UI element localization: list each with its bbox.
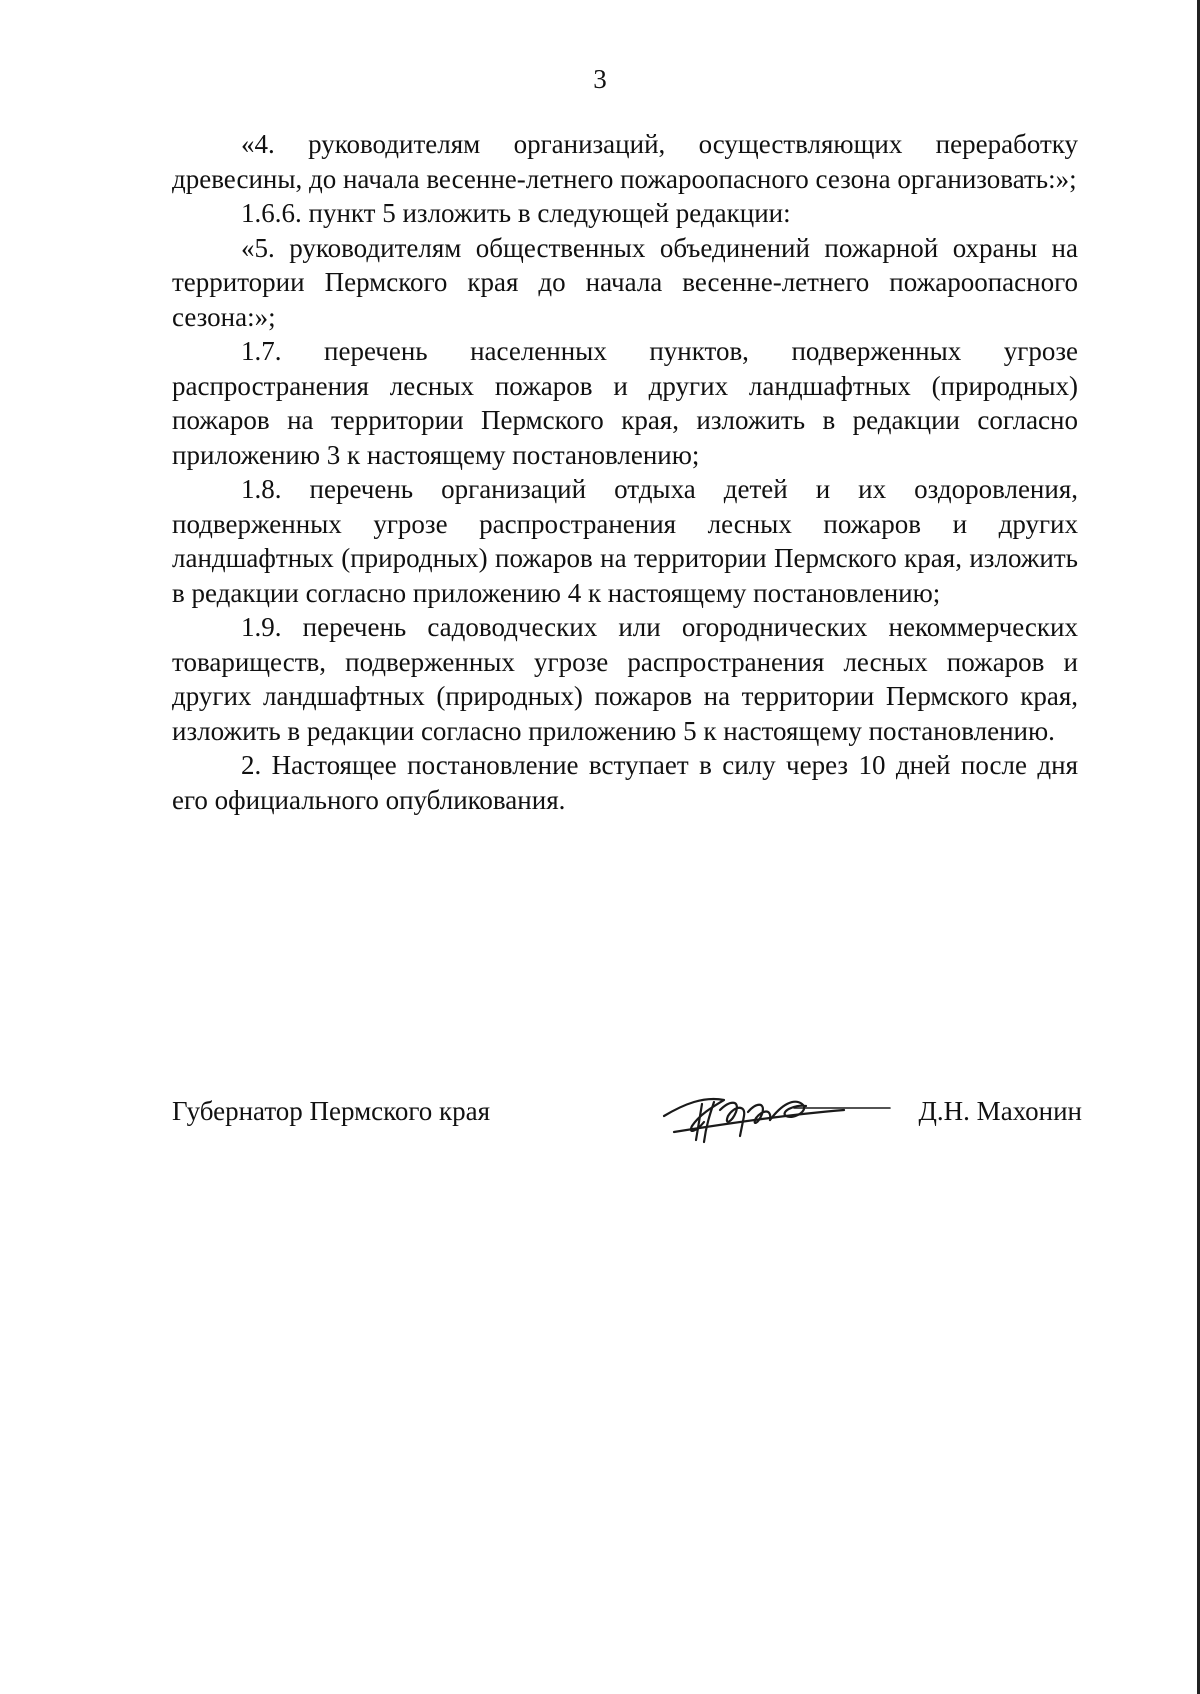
paragraph-item-5-quote: «5. руководителям общественных объединений пожарной охраны на территории Пермского края до начала весенне-летнего пожароопасного сезона:»; bbox=[172, 232, 1078, 332]
signer-name: Д.Н. Махонин bbox=[918, 1096, 1082, 1126]
paragraph-1-9: 1.9. перечень садоводческих или огороднических некоммерческих товариществ, подверженных угрозе распространения лесных пожаров и других ландшафтных (природных) пожаров на территории Пермского края, изложить в редакции согласно приложению 5 к настоящему постановлению. bbox=[172, 612, 1078, 746]
document-body bbox=[172, 127, 1078, 817]
signer-position: Губернатор Пермского края bbox=[172, 1096, 491, 1126]
paragraph-1-6-6: 1.6.6. пункт 5 изложить в следующей редакции: bbox=[241, 198, 791, 228]
paragraph-2: 2. Настоящее постановление вступает в силу через 10 дней после дня его официального опубликования. bbox=[172, 750, 1078, 815]
signature-block bbox=[172, 1088, 1082, 1178]
paragraph-1-8: 1.8. перечень организаций отдыха детей и их оздоровления, подверженных угрозе распространения лесных пожаров и других ландшафтных (природных) пожаров на территории Пермского края, изложить в редакции согласно приложению 4 к настоящему постановлению; bbox=[172, 474, 1078, 608]
handwritten-signature bbox=[644, 1074, 894, 1154]
paragraph-1-7: 1.7. перечень населенных пунктов, подверженных угрозе распространения лесных пожаров и других ландшафтных (природных) пожаров на территории Пермского края, изложить в редакции согласно приложению 3 к настоящему постановлению; bbox=[172, 336, 1078, 470]
page-number: 3 bbox=[593, 64, 607, 94]
paragraph-item-4-quote: «4. руководителям организаций, осуществляющих переработку древесины, до начала весенне-летнего пожароопасного сезона организовать:»; bbox=[172, 129, 1078, 194]
